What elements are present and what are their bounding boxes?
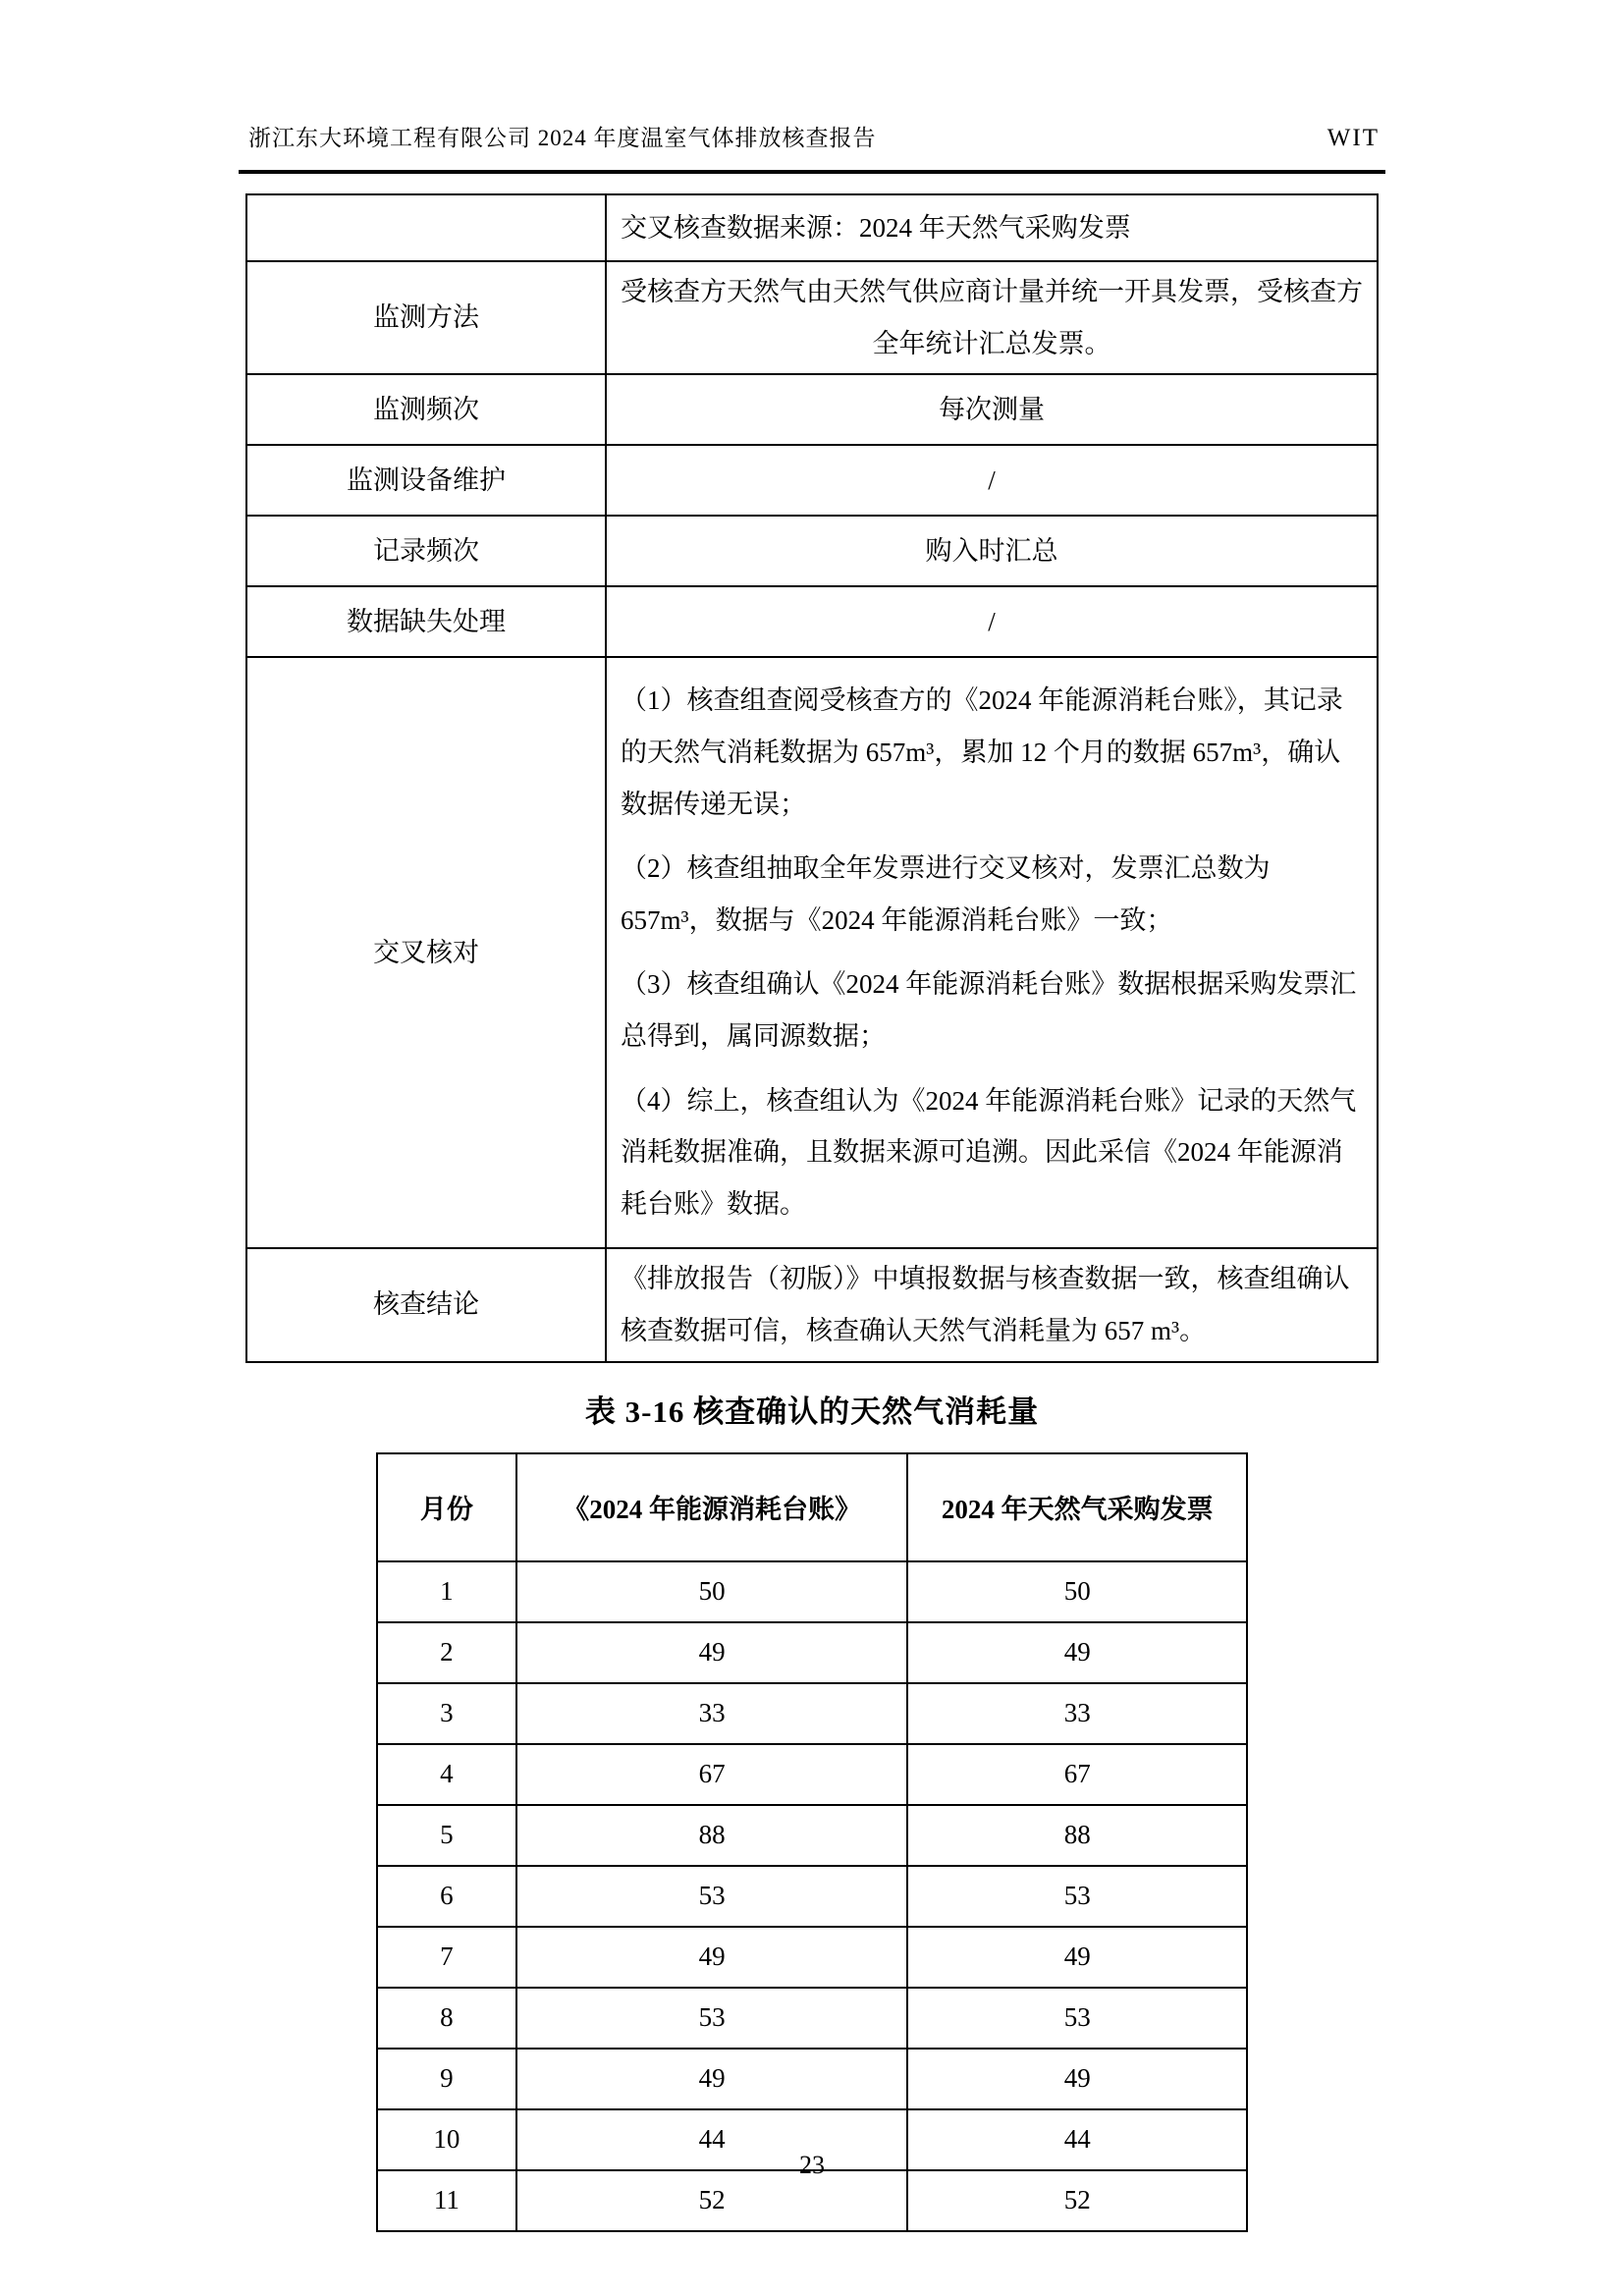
month-cell: 3: [377, 1683, 516, 1744]
invoice-cell: 49: [907, 1927, 1247, 1988]
table-row: [246, 374, 1378, 445]
invoice-cell: 50: [907, 1561, 1247, 1622]
month-cell: 9: [377, 2049, 516, 2109]
row-label-cell: 核查结论: [246, 1248, 606, 1362]
table-row: [246, 657, 1378, 1247]
table-row: [377, 1622, 1247, 1683]
month-cell: 8: [377, 1988, 516, 2049]
page-number: 23: [799, 2151, 825, 2179]
table-row: [377, 1866, 1247, 1927]
monitoring-table: [245, 193, 1379, 1363]
row-value-cell: /: [606, 586, 1378, 657]
ledger-cell: 49: [516, 2049, 908, 2109]
ledger-cell: 52: [516, 2170, 908, 2231]
table-row: [377, 1683, 1247, 1744]
running-header: [239, 120, 1385, 174]
invoice-cell: 53: [907, 1988, 1247, 2049]
row-label-cell: 监测设备维护: [246, 445, 606, 516]
table-row: [377, 1927, 1247, 1988]
cross-check-item: （1）核查组查阅受核查方的《2024 年能源消耗台账》，其记录的天然气消耗数据为 657m³，累加 12 个月的数据 657m³，确认数据传递无误；: [621, 685, 1343, 819]
gas-consumption-table: [376, 1452, 1248, 2232]
invoice-cell: 33: [907, 1683, 1247, 1744]
month-cell: 10: [377, 2109, 516, 2170]
row-value-cell: 购入时汇总: [606, 516, 1378, 586]
month-cell: 2: [377, 1622, 516, 1683]
row-value-cell: /: [606, 445, 1378, 516]
table-row: [246, 516, 1378, 586]
invoice-cell: 44: [907, 2109, 1247, 2170]
ledger-cell: 53: [516, 1988, 908, 2049]
row-value-cell: 交叉核查数据来源：2024 年天然气采购发票: [606, 194, 1378, 261]
row-label-cell: 监测方法: [246, 261, 606, 374]
table-row: [377, 1988, 1247, 2049]
column-header-month: 月份: [377, 1453, 516, 1561]
invoice-cell: 88: [907, 1805, 1247, 1866]
row-label-cell: 数据缺失处理: [246, 586, 606, 657]
ledger-cell: 49: [516, 1622, 908, 1683]
row-value-cell: 受核查方天然气由天然气供应商计量并统一开具发票，受核查方全年统计汇总发票。: [606, 261, 1378, 374]
page-content: [239, 0, 1385, 2232]
table-row: [377, 1744, 1247, 1805]
row-label-cell: [246, 194, 606, 261]
month-cell: 11: [377, 2170, 516, 2231]
column-header-invoice: 2024 年天然气采购发票: [907, 1453, 1247, 1561]
invoice-cell: 49: [907, 2049, 1247, 2109]
ledger-cell: 49: [516, 1927, 908, 1988]
ledger-cell: 53: [516, 1866, 908, 1927]
header-mark: WIT: [1326, 125, 1380, 151]
table-header-row: [377, 1453, 1247, 1561]
row-value-cell: 《排放报告（初版）》中填报数据与核查数据一致，核查组确认核查数据可信，核查确认天然气消耗量为 657 m³。: [606, 1248, 1378, 1362]
ledger-cell: 67: [516, 1744, 908, 1805]
report-title: 浙江东大环境工程有限公司 2024 年度温室气体排放核查报告: [248, 126, 877, 150]
table-3-16-title: 表 3-16 核查确认的天然气消耗量: [584, 1394, 1040, 1429]
table-row: [246, 194, 1378, 261]
month-cell: 5: [377, 1805, 516, 1866]
row-label-cell: 记录频次: [246, 516, 606, 586]
table-row: [377, 2049, 1247, 2109]
ledger-cell: 44: [516, 2109, 908, 2170]
row-label-cell: 交叉核对: [246, 657, 606, 1247]
month-cell: 7: [377, 1927, 516, 1988]
cross-check-item: （4）综上，核查组认为《2024 年能源消耗台账》记录的天然气消耗数据准确，且数据来源可追溯。因此采信《2024 年能源消耗台账》数据。: [621, 1085, 1357, 1220]
row-value-cell: 每次测量: [606, 374, 1378, 445]
invoice-cell: 49: [907, 1622, 1247, 1683]
table-row: [246, 445, 1378, 516]
month-cell: 1: [377, 1561, 516, 1622]
cross-check-cell: [606, 657, 1378, 1247]
invoice-cell: 52: [907, 2170, 1247, 2231]
invoice-cell: 53: [907, 1866, 1247, 1927]
cross-check-item: （2）核查组抽取全年发票进行交叉核对，发票汇总数为 657m³，数据与《2024 年能源消耗台账》一致；: [621, 853, 1271, 935]
table-row: [246, 1248, 1378, 1362]
table-row: [377, 1561, 1247, 1622]
row-label-cell: 监测频次: [246, 374, 606, 445]
table-row: [246, 261, 1378, 374]
table-row: [377, 1805, 1247, 1866]
month-cell: 6: [377, 1866, 516, 1927]
column-header-ledger: 《2024 年能源消耗台账》: [516, 1453, 908, 1561]
ledger-cell: 33: [516, 1683, 908, 1744]
ledger-cell: 88: [516, 1805, 908, 1866]
table-row: [246, 586, 1378, 657]
invoice-cell: 67: [907, 1744, 1247, 1805]
ledger-cell: 50: [516, 1561, 908, 1622]
month-cell: 4: [377, 1744, 516, 1805]
cross-check-item: （3）核查组确认《2024 年能源消耗台账》数据根据采购发票汇总得到，属同源数据；: [621, 969, 1357, 1052]
